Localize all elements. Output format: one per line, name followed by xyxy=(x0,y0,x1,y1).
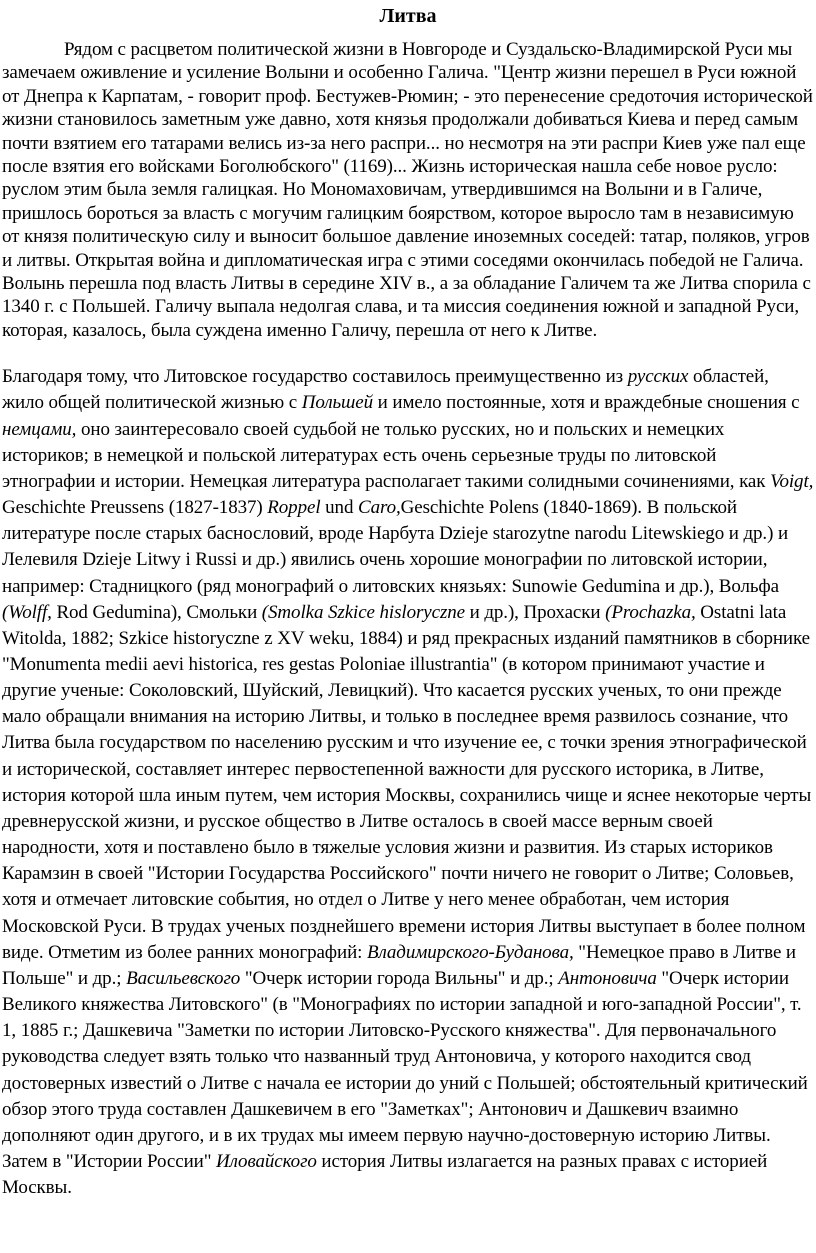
text-run: und xyxy=(320,497,359,519)
text-run: Rod Gedumina), Смольки xyxy=(51,601,262,623)
text-run: история Литвы излагается на разных правах с историей Москвы. xyxy=(2,1150,768,1199)
italic-text-run: Владимирского-Буданова, xyxy=(366,941,574,963)
italic-text-run: немцами, xyxy=(2,418,77,440)
italic-text-run: Voigt, xyxy=(770,470,814,492)
italic-text-run: (Wolff, xyxy=(2,601,52,623)
italic-text-run: Caro, xyxy=(358,497,401,519)
italic-text-run: Иловайского xyxy=(216,1150,317,1172)
italic-text-run: Васильевского xyxy=(126,967,241,989)
text-run: областей, жило общей политической жизнью с xyxy=(2,366,769,414)
italic-text-run: (Smolka Szkice hisloryczne xyxy=(261,601,465,623)
text-run: "Очерк истории Великого княжества Литовского" (в "Монографиях по истории западной и юго-западной России", т. 1, 1885 г.; Дашкевича "Заметки по истории Литовско-Русского княжества". Для первоначального руководства следует взять только что названный труд Антоновича, у которого находится свод достоверных известий о Литве с начала ее истории до уний с Польшей; обстоятельный критический обзор этого труда составлен Дашкевичем в его "Заметках"; Антонович и Дашкевич взаимно дополняют один другого, и в их трудах мы имеем первую научно-достоверную историю Литвы. Затем в "Истории России" xyxy=(2,967,808,1172)
italic-text-run: (Prochazka, xyxy=(605,601,696,623)
text-run: и имело постоянные, хотя и враждебные сношения с xyxy=(373,392,800,414)
text-run: Ostatni lata Witolda, 1882; Szkice historyczne z XV weku, 1884) и ряд прекрасных изданий памятников в сборнике "Monumenta medii aevi historica, res gestas Poloniae illustrantia" (в котором принимают участие и другие ученые: Соколовский, Шуйский, Левицкий). Что касается русских ученых, то они прежде мало обращали внимания на историю Литвы, и только в последнее время развилось сознание, что Литва была государством по населению русским и что изучение ее, с точки зрения этнографической и исторической, составляет интерес первостепенной важности для русского историка, в Литве, история которой шла иным путем, чем история Москвы, сохранились чище и яснее некоторые черты древнерусской жизни, и русское общество в Литве осталось в своей массе верным своей народности, хотя и поставлено было в тяжелые условия жизни и развития. Из старых историков Карамзин в своей "Истории Государства Российского" почти ничего не говорит о Литве; Соловьев, хотя и отмечает литовские события, но отдел о Литве у него менее обработан, чем история Московской Руси. В трудах ученых позднейшего времени история Литвы выступает в более полном виде. Отметим из более ранних монографий: xyxy=(2,601,812,963)
text-run: "Очерк истории города Вильны" и др.; xyxy=(240,967,559,989)
italic-text-run: Roppel xyxy=(267,497,321,519)
text-run: Geschichte Preussens (1827-1837) xyxy=(2,497,268,519)
text-run: и др.), Прохаски xyxy=(464,601,606,623)
text-run: Благодаря тому, что Литовское государство составилось преимущественно из xyxy=(2,366,628,388)
paragraph-2 xyxy=(2,364,814,1201)
italic-text-run: Польшей xyxy=(301,392,374,414)
page-title: Литва xyxy=(379,5,437,27)
text-run: "Немецкое право в Литве и Польше" и др.; xyxy=(2,941,796,989)
italic-text-run: русских xyxy=(627,366,689,388)
text-run: оно заинтересовало своей судьбой не только русских, но и польских и немецких историков; в немецкой и польской литературах есть очень серьезные труды по литовской этнографии и истории. Немецкая литература располагает такими солидными сочинениями, как xyxy=(2,418,771,492)
italic-text-run: Антоновича xyxy=(558,967,657,989)
paragraph-1: Рядом с расцветом политической жизни в Новгороде и Суздальско-Владимирской Руси мы замечаем оживление и усиление Волыни и особенно Галича. "Центр жизни перешел в Руси южной от Днепра к Карпатам, - говорит проф. Бестужев-Рюмин; - это перенесение средоточия исторической жизни становилось заметным уже давно, хотя князья продолжали добиваться Киева и перед самым почти взятием его татарами велись из-за него распри... но несмотря на эти распри Киев уже пал еще после взятия его войсками Боголюбского" (1169)... Жизнь историческая нашла себе новое русло: руслом этим была земля галицкая. Но Мономаховичам, утвердившимся на Волыни и в Галиче, пришлось бороться за власть с могучим галицким боярством, которое выросло там в независимую от князя политическую силу и выносит большое давление иноземных соседей: татар, поляков, угров и литвы. Открытая война и дипломатическая игра с этими соседями окончилась победой не Галича. Волынь перешла под власть Литвы в середине XIV в., а за обладание Галичем та же Литва спорила с 1340 г. с Польшей. Галичу выпала недолгая слава, и та миссия соединения южной и западной Руси, которая, казалось, была суждена именно Галичу, перешла от него к Литве. xyxy=(2,39,813,341)
text-run: Geschichte Polens (1840-1869). В польской литературе после старых баснословий, вроде Нарбута Dzieje starozytne narodu Litewskiego и др.) и Лелевиля Dzieje Litwy i Russi и др.) явились очень хорошие монографии по литовской истории, например: Стадницкого (ряд монографий о литовских князьях: Sunowie Gedumina и др.), Вольфа xyxy=(2,497,789,597)
